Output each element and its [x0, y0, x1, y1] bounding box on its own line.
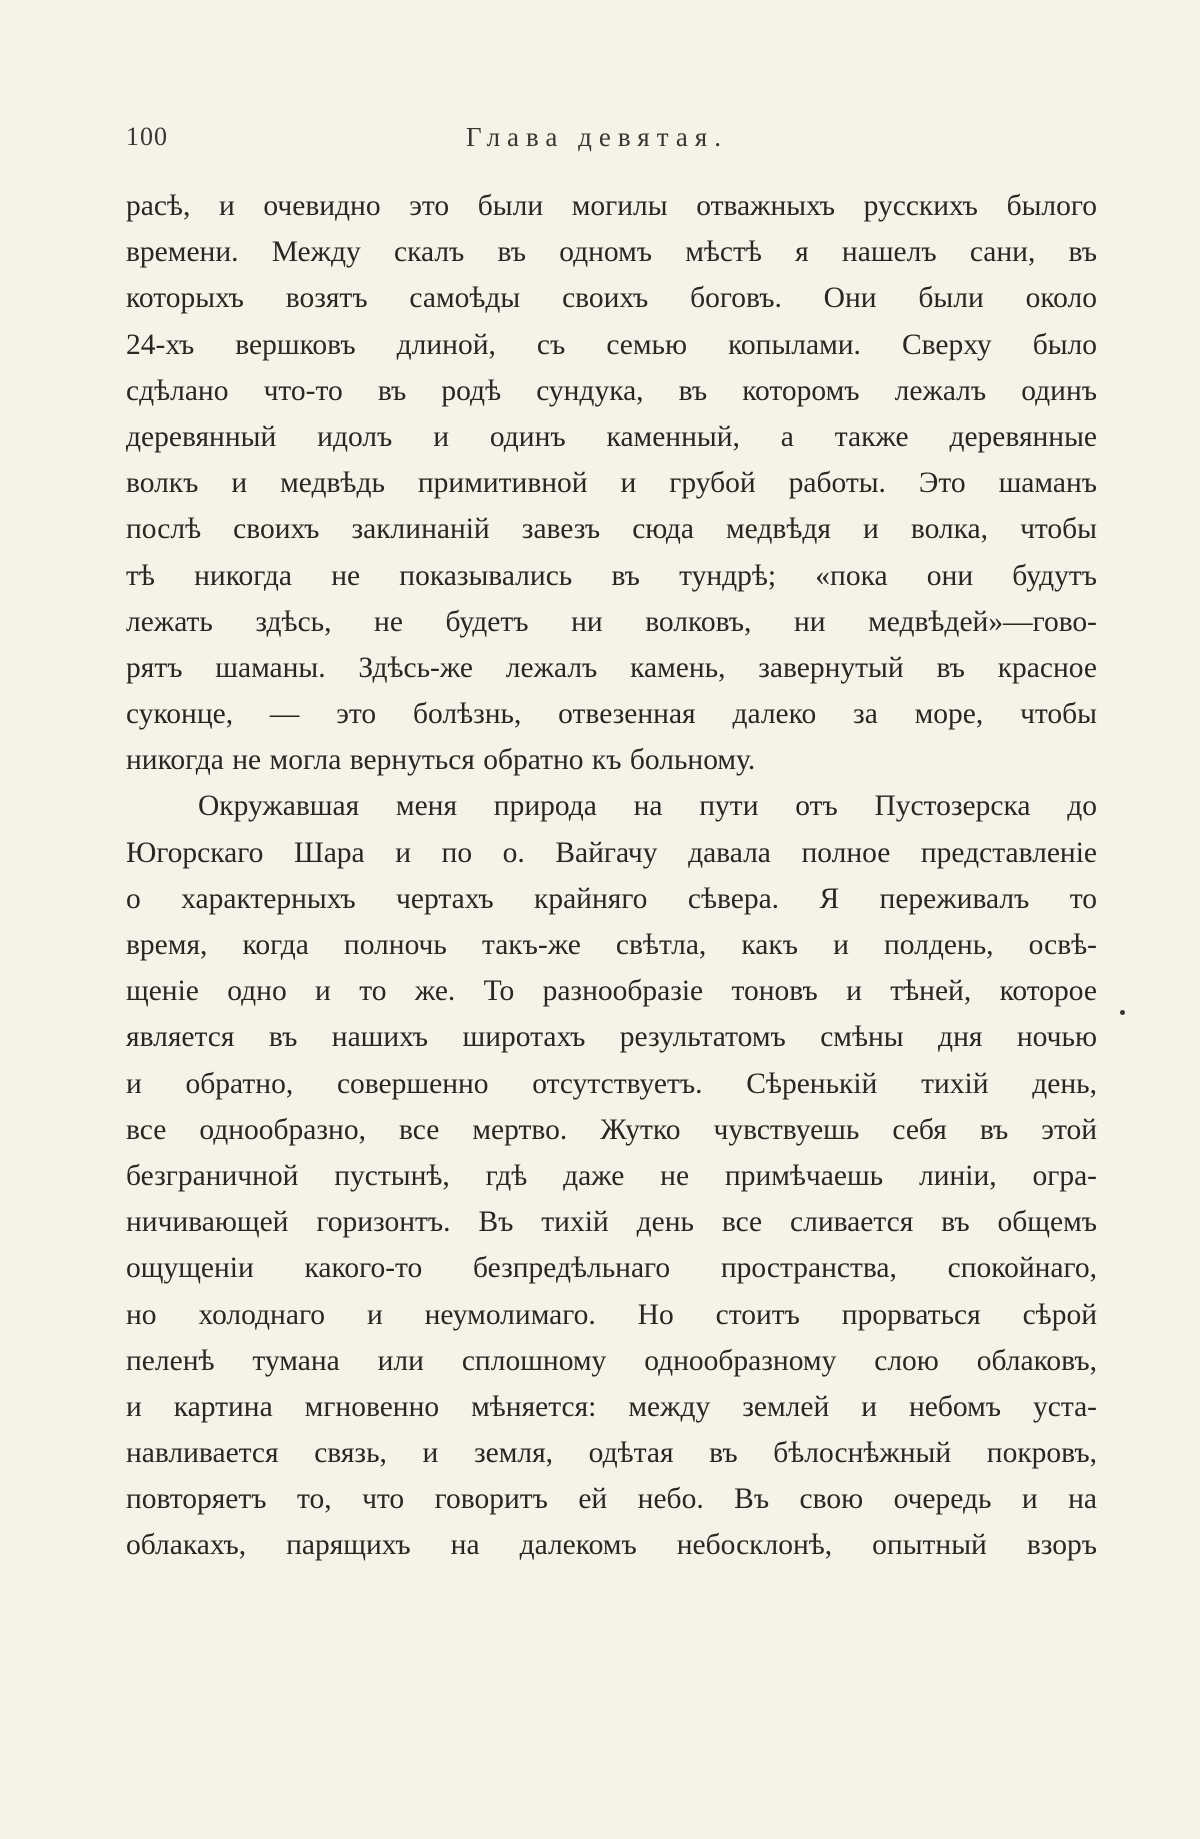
- text-line: но холоднаго и неумолимаго. Но стоитъ прорваться сѣрой: [126, 1298, 1097, 1331]
- text-line: безграничной пустынѣ, гдѣ даже не примѣчаешь линіи, огра-: [126, 1159, 1097, 1192]
- text-line: рятъ шаманы. Здѣсь-же лежалъ камень, завернутый въ красное: [126, 651, 1097, 684]
- paragraph-1: [126, 183, 1097, 783]
- body-text: [126, 183, 1097, 1569]
- text-line: деревянный идолъ и одинъ каменный, а также деревянные: [126, 420, 1097, 453]
- page-number: 100: [126, 122, 168, 151]
- text-line: повторяетъ то, что говоритъ ей небо. Въ свою очередь и на: [126, 1483, 1097, 1516]
- text-line: щеніе одно и то же. То разнообразіе тоновъ и тѣней, которое: [126, 975, 1097, 1008]
- text-line: и картина мгновенно мѣняется: между землей и небомъ уста-: [126, 1390, 1097, 1423]
- text-line: и обратно, совершенно отсутствуетъ. Сѣренькій тихій день,: [126, 1067, 1097, 1100]
- text-line: суконце, — это болѣзнь, отвезенная далеко за море, чтобы: [126, 698, 1097, 731]
- paragraph-2: [126, 783, 1097, 1568]
- text-line: облакахъ, парящихъ на далекомъ небосклонѣ, опытный взоръ: [126, 1529, 1097, 1562]
- text-line: тѣ никогда не показывались въ тундрѣ; «пока они будутъ: [126, 559, 1097, 592]
- text-line: волкъ и медвѣдь примитивной и грубой работы. Это шаманъ: [126, 467, 1097, 500]
- text-line: сдѣлано что-то въ родѣ сундука, въ которомъ лежалъ одинъ: [126, 374, 1097, 407]
- text-line: лежать здѣсь, не будетъ ни волковъ, ни медвѣдей»—гово-: [126, 605, 1097, 638]
- text-line: времени. Между скалъ въ одномъ мѣстѣ я нашелъ сани, въ: [126, 236, 1097, 269]
- text-line: пеленѣ тумана или сплошному однообразному слою облаковъ,: [126, 1344, 1097, 1377]
- running-head: [126, 122, 1097, 158]
- text-line: все однообразно, все мертво. Жутко чувствуешь себя въ этой: [126, 1113, 1097, 1146]
- text-line: является въ нашихъ широтахъ результатомъ смѣны дня ночью: [126, 1021, 1097, 1054]
- text-line: которыхъ возятъ самоѣды своихъ боговъ. Они были около: [126, 282, 1097, 315]
- text-line: ощущеніи какого-то безпредѣльнаго пространства, спокойнаго,: [126, 1252, 1097, 1285]
- text-line: Югорскаго Шара и по о. Вайгачу давала полное представленіе: [126, 836, 1097, 869]
- ink-speck: [1120, 1010, 1125, 1015]
- text-line: послѣ своихъ заклинаній завезъ сюда медвѣдя и волка, чтобы: [126, 513, 1097, 546]
- text-line: расѣ, и очевидно это были могилы отважныхъ русскихъ былого: [126, 190, 1097, 222]
- text-line: время, когда полночь такъ-же свѣтла, какъ и полдень, освѣ-: [126, 929, 1097, 961]
- text-line: никогда не могла вернуться обратно къ больному.: [126, 744, 756, 777]
- text-line: 24-хъ вершковъ длиной, съ семью копылами. Сверху было: [126, 328, 1097, 361]
- chapter-title: Глава девятая.: [466, 122, 728, 152]
- text-line: о характерныхъ чертахъ крайняго сѣвера. Я переживалъ то: [126, 882, 1097, 915]
- text-line: Окружавшая меня природа на пути отъ Пустозерска до: [198, 790, 1097, 823]
- text-line: ничивающей горизонтъ. Въ тихій день все сливается въ общемъ: [126, 1206, 1097, 1239]
- text-line: навливается связь, и земля, одѣтая въ бѣлоснѣжный покровъ,: [126, 1437, 1097, 1470]
